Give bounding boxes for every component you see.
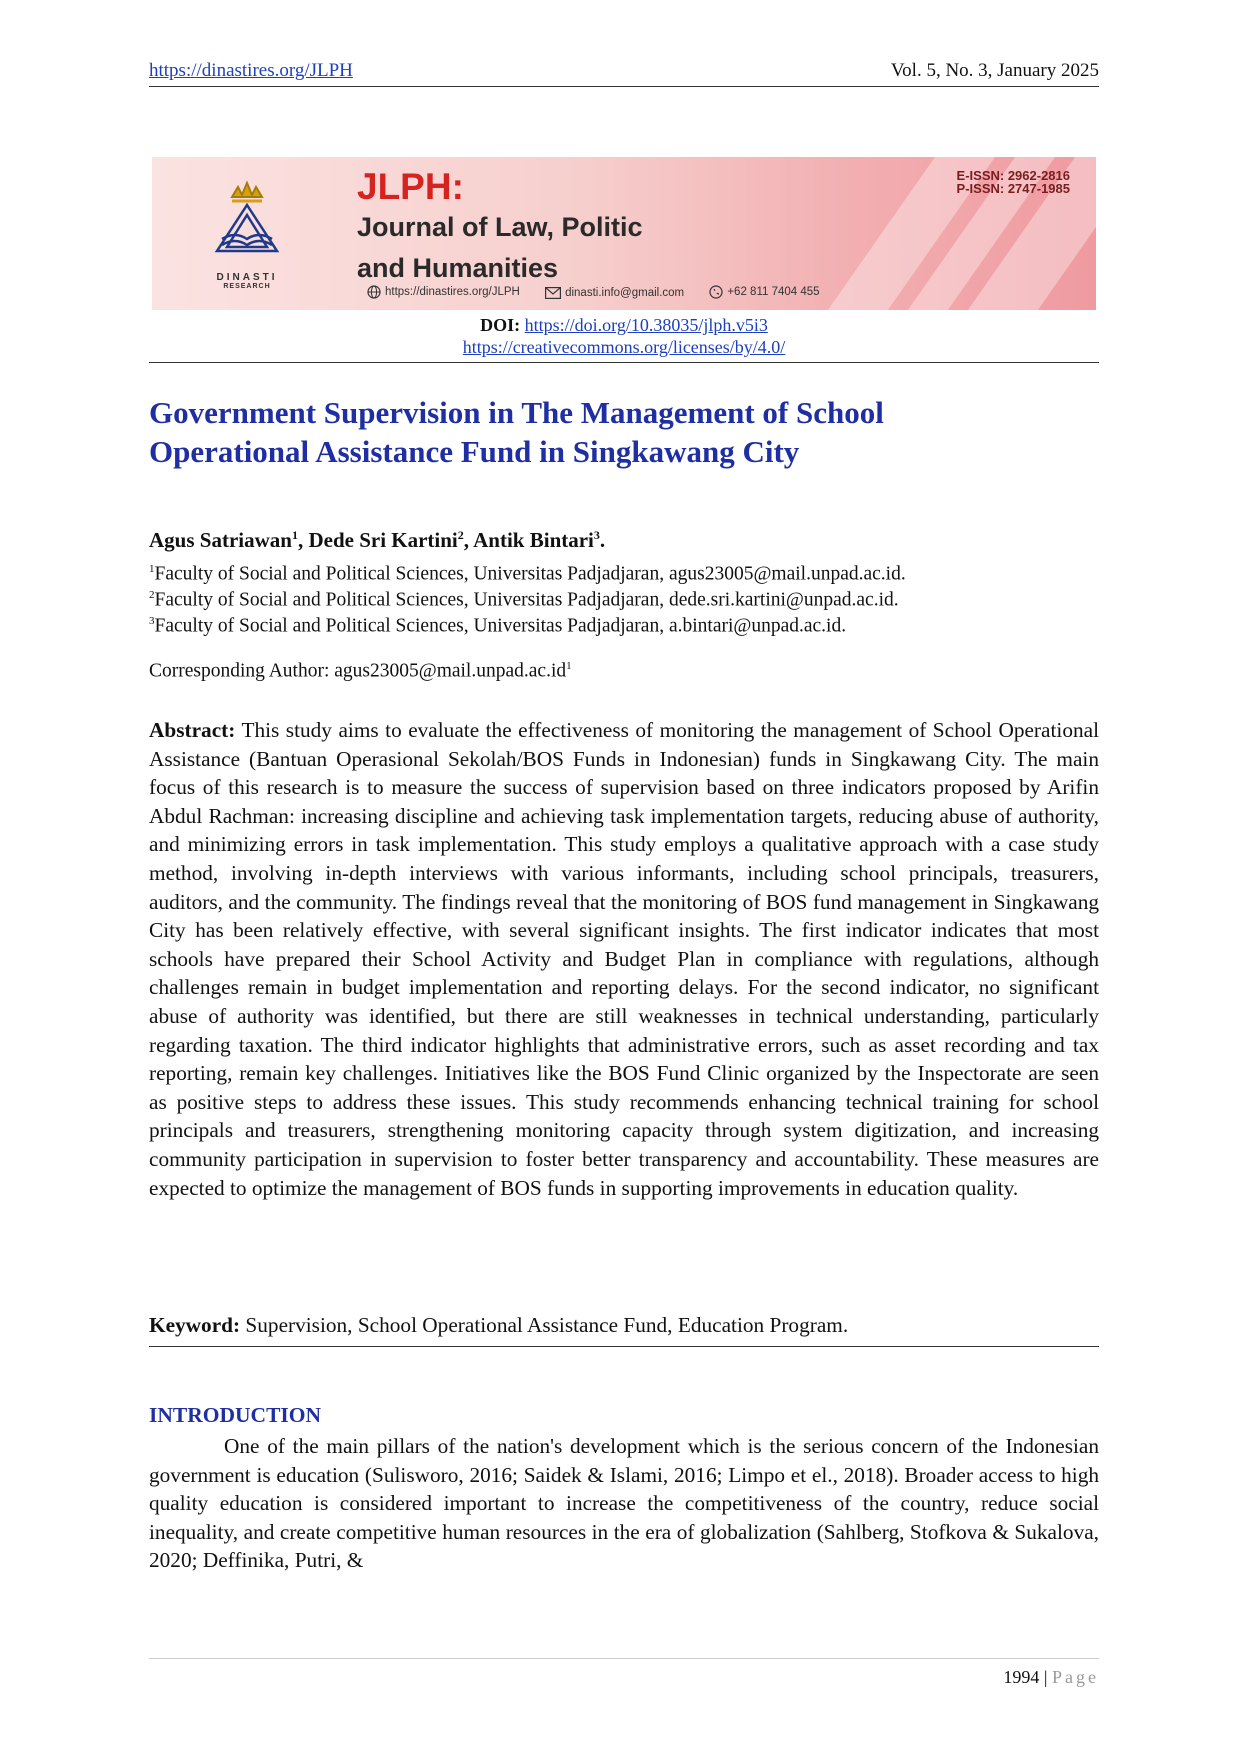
affiliation-text: Faculty of Social and Political Sciences, Universitas Padjadjaran, dede.sri.kartini@unpad.ac.id. (154, 589, 899, 611)
author-name: Antik Bintari (473, 528, 594, 552)
affiliation-sup: 2 (149, 589, 155, 601)
keyword-divider (149, 1346, 1099, 1347)
journal-name-line2: and Humanities (357, 253, 559, 283)
logo-subtitle: RESEARCH (223, 283, 271, 290)
author-separator: , (297, 528, 309, 552)
author-sup: 1 (291, 528, 298, 542)
footer-separator: | (1043, 1667, 1048, 1687)
abstract-label: Abstract: (149, 718, 236, 742)
doi-divider (149, 362, 1099, 363)
issn-block (957, 169, 1070, 195)
page-label: Page (1052, 1667, 1099, 1687)
author-name: Agus Satriawan (149, 528, 292, 552)
license-link[interactable]: https://creativecommons.org/licenses/by/4.0/ (462, 337, 786, 357)
page-footer (1003, 1667, 1099, 1688)
header-divider (149, 86, 1099, 87)
author-sup: 2 (457, 528, 464, 542)
volume-info: Vol. 5, No. 3, January 2025 (890, 60, 1099, 81)
footer-divider (149, 1658, 1099, 1659)
journal-name-line1: Journal of Law, Politic (357, 212, 643, 242)
affiliation-text: Faculty of Social and Political Sciences, Universitas Padjadjaran, a.bintari@unpad.ac.id. (154, 615, 847, 637)
pissn: P-ISSN: 2747-1985 (956, 181, 1070, 196)
affiliation-sup: 3 (149, 615, 155, 627)
affiliation-sup: 1 (149, 563, 155, 575)
corresponding-sup: 1 (566, 660, 572, 672)
author-separator: . (599, 528, 606, 552)
introduction-text: One of the main pillars of the nation's development which is the serious concern of the Indonesian government is education (Sulisworo, 2016; Saidek & Islami, 2016; Limpo et el., 2018). Broader access to high quality education is considered important to increase the competitiveness of the country, reduce social inequality, and create competitive human resources in the era of globalization (Sahlberg, Stofkova & Sukalova, 2020; Deffinika, Putri, & (149, 1434, 1099, 1573)
author-list (149, 528, 605, 553)
globe-icon (367, 285, 381, 299)
affiliation (149, 608, 1109, 640)
keywords (149, 1313, 1099, 1338)
doi-link[interactable]: https://doi.org/10.38035/jlph.v5i3 (524, 315, 768, 335)
affiliation-text: Faculty of Social and Political Sciences, Universitas Padjadjaran, agus23005@mail.unpad.ac.id. (154, 563, 906, 585)
abstract-text: This study aims to evaluate the effectiveness of monitoring the management of School Operational Assistance (Bantuan Operasional Sekolah/BOS Funds in Indonesian) funds in Singkawang City. The main focus of this research is to measure the success of supervision based on three indicators proposed by Arifin Abdul Rachman: increasing discipline and achieving task implementation targets, reducing abuse of authority, and minimizing errors in task implementation. This study employs a qualitative approach with a case study method, involving in-depth interviews with various informants, including school principals, treasurers, auditors, and the community. The findings reveal that the monitoring of BOS fund management in Singkawang City has been relatively effective, with several significant insights. The first indicator indicates that most schools have prepared their School Activity and Budget Plan in compliance with regulations, although challenges remain in budget implementation and reporting delays. For the second indicator, no significant abuse of authority was identified, but there are still weaknesses in technical understanding, particularly regarding taxation. The third indicator highlights that administrative errors, such as asset recording and tax reporting, remain key challenges. Initiatives like the BOS Fund Clinic organized by the Inspectorate are seen as positive steps to address these issues. This study recommends enhancing technical training for school principals and treasurers, strengthening monitoring capacity through system digitization, and increasing community participation in supervision to foster better transparency and accountability. These measures are expected to optimize the management of BOS funds in supporting improvements in education quality. (149, 718, 1099, 1200)
paper-title (149, 393, 1099, 471)
corresponding-label: Corresponding Author: agus23005@mail.unpad.ac.id (149, 660, 567, 682)
dinasti-logo (202, 179, 292, 289)
mail-icon (545, 287, 561, 299)
doi-label: DOI: (480, 315, 521, 335)
journal-banner (152, 157, 1096, 310)
banner-email: dinasti.info@gmail.com (565, 287, 685, 299)
corresponding-author (149, 660, 572, 683)
title-line1: Government Supervision in The Management of School (149, 395, 884, 430)
introduction-heading: INTRODUCTION (149, 1403, 322, 1427)
banner-web: https://dinastires.org/JLPH (385, 286, 520, 298)
author-name: Dede Sri Kartini (308, 528, 458, 552)
banner-phone: +62 811 7404 455 (727, 286, 820, 298)
phone-icon (709, 285, 723, 299)
eissn: E-ISSN: 2962-2816 (956, 168, 1070, 183)
abstract (149, 716, 1099, 1202)
doi-block (149, 314, 1099, 358)
journal-url-link[interactable]: https://dinastires.org/JLPH (149, 60, 353, 81)
logo-name: DINASTI (216, 272, 278, 283)
journal-brand (357, 167, 643, 289)
keyword-label: Keyword: (149, 1313, 241, 1337)
page-number: 1994 (1003, 1667, 1040, 1687)
journal-acronym: JLPH: (357, 166, 464, 207)
banner-contact (367, 285, 842, 302)
author-separator: , (463, 528, 474, 552)
running-header (149, 60, 1099, 84)
keyword-text: Supervision, School Operational Assistance Fund, Education Program. (245, 1313, 849, 1337)
author-sup: 3 (593, 528, 600, 542)
title-line2: Operational Assistance Fund in Singkawang City (149, 434, 800, 469)
